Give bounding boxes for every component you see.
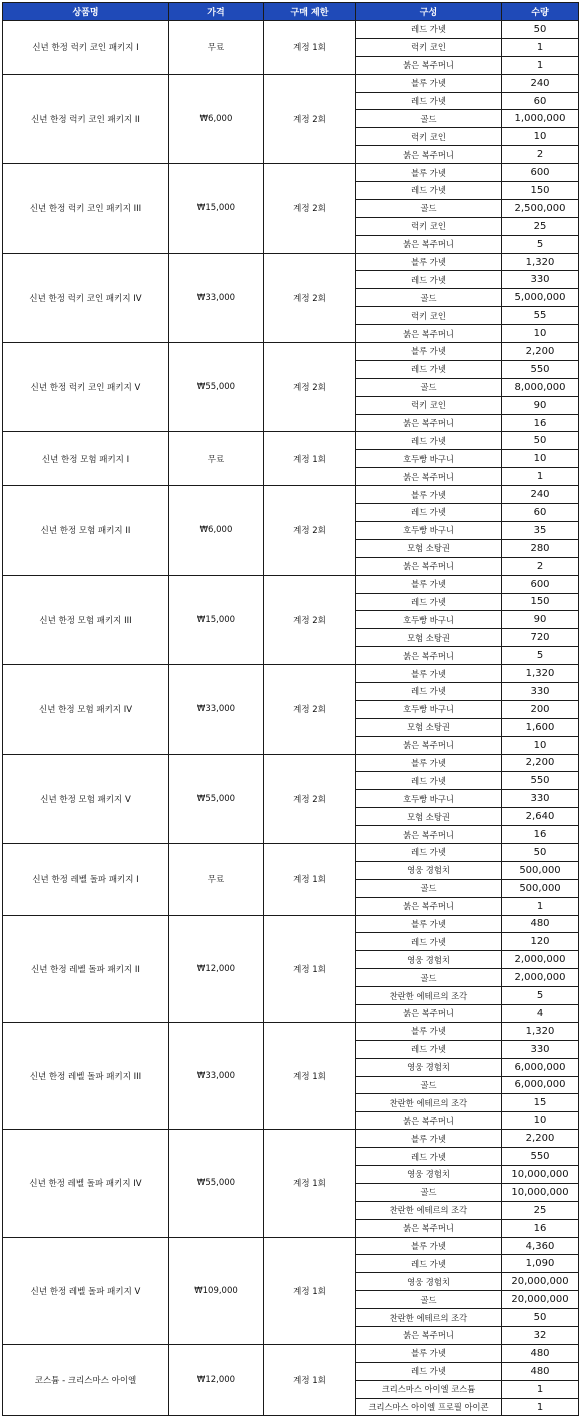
package-price-cell: ₩109,000 [169,1237,264,1344]
table-body [3,21,579,1416]
item-name-cell: 블루 가넷 [356,486,502,504]
package-price-cell: ₩33,000 [169,253,264,342]
item-name-cell: 붉은 복주머니 [356,146,502,164]
item-name-cell: 럭키 코인 [356,128,502,146]
item-qty-cell: 6,000,000 [502,1058,579,1076]
item-name-cell: 크리스마스 아이엘 프로필 아이콘 [356,1398,502,1416]
item-name-cell: 레드 가넷 [356,21,502,39]
table-row [3,1237,579,1255]
package-price-cell: ₩6,000 [169,74,264,163]
package-name-cell: 신년 한정 레벨 돌파 패키지 V [3,1237,169,1344]
item-qty-cell: 10 [502,1112,579,1130]
item-qty-cell: 25 [502,1201,579,1219]
item-name-cell: 붉은 복주머니 [356,1004,502,1022]
purchase-limit-cell: 계정 2회 [264,343,356,432]
package-name-cell: 신년 한정 레벨 돌파 패키지 I [3,843,169,915]
item-qty-cell: 10 [502,325,579,343]
item-name-cell: 럭키 코인 [356,38,502,56]
item-name-cell: 블루 가넷 [356,575,502,593]
item-name-cell: 골드 [356,1291,502,1309]
table-header [3,3,579,21]
item-name-cell: 호두빵 바구니 [356,700,502,718]
package-name-cell: 신년 한정 모험 패키지 II [3,486,169,575]
table-row [3,21,579,39]
header-price: 가격 [169,3,264,21]
item-qty-cell: 500,000 [502,879,579,897]
package-name-cell: 신년 한정 레벨 돌파 패키지 III [3,1022,169,1129]
item-qty-cell: 5,000,000 [502,289,579,307]
package-price-cell: 무료 [169,21,264,75]
item-name-cell: 블루 가넷 [356,915,502,933]
item-qty-cell: 550 [502,772,579,790]
purchase-limit-cell: 계정 2회 [264,164,356,253]
item-qty-cell: 4,360 [502,1237,579,1255]
item-name-cell: 붉은 복주머니 [356,557,502,575]
purchase-limit-cell: 계정 2회 [264,754,356,843]
package-name-cell: 신년 한정 모험 패키지 III [3,575,169,664]
item-name-cell: 골드 [356,879,502,897]
item-name-cell: 골드 [356,378,502,396]
package-name-cell: 신년 한정 럭키 코인 패키지 V [3,343,169,432]
package-price-cell: ₩12,000 [169,1344,264,1416]
package-price-cell: ₩33,000 [169,665,264,754]
item-qty-cell: 150 [502,593,579,611]
item-qty-cell: 15 [502,1094,579,1112]
item-qty-cell: 5 [502,987,579,1005]
purchase-limit-cell: 계정 2회 [264,74,356,163]
package-name-cell: 신년 한정 레벨 돌파 패키지 IV [3,1130,169,1237]
item-qty-cell: 2,000,000 [502,951,579,969]
item-qty-cell: 4 [502,1004,579,1022]
item-qty-cell: 10,000,000 [502,1183,579,1201]
item-name-cell: 호두빵 바구니 [356,521,502,539]
package-name-cell: 신년 한정 모험 패키지 I [3,432,169,486]
item-name-cell: 블루 가넷 [356,1344,502,1362]
item-name-cell: 영웅 경험치 [356,861,502,879]
item-name-cell: 모험 소탕권 [356,629,502,647]
item-name-cell: 영웅 경험치 [356,1058,502,1076]
item-name-cell: 블루 가넷 [356,343,502,361]
item-name-cell: 찬란한 에테르의 조각 [356,1094,502,1112]
package-name-cell: 신년 한정 럭키 코인 패키지 I [3,21,169,75]
purchase-limit-cell: 계정 2회 [264,486,356,575]
table-row [3,915,579,933]
package-price-cell: ₩15,000 [169,164,264,253]
purchase-limit-cell: 계정 1회 [264,1022,356,1129]
package-price-cell: ₩33,000 [169,1022,264,1129]
item-name-cell: 붉은 복주머니 [356,56,502,74]
item-qty-cell: 90 [502,611,579,629]
item-name-cell: 골드 [356,1183,502,1201]
table-row [3,1022,579,1040]
item-qty-cell: 500,000 [502,861,579,879]
package-price-cell: 무료 [169,843,264,915]
item-name-cell: 찬란한 에테르의 조각 [356,1309,502,1327]
purchase-limit-cell: 계정 1회 [264,432,356,486]
item-name-cell: 모험 소탕권 [356,718,502,736]
item-qty-cell: 1,320 [502,665,579,683]
item-qty-cell: 10 [502,736,579,754]
item-name-cell: 레드 가넷 [356,682,502,700]
table-row [3,1344,579,1362]
item-qty-cell: 1,320 [502,253,579,271]
table-row [3,164,579,182]
package-price-cell: ₩55,000 [169,1130,264,1237]
item-qty-cell: 2,500,000 [502,199,579,217]
item-name-cell: 레드 가넷 [356,933,502,951]
package-price-cell: ₩55,000 [169,754,264,843]
package-name-cell: 신년 한정 레벨 돌파 패키지 II [3,915,169,1022]
table-row [3,343,579,361]
item-qty-cell: 330 [502,682,579,700]
item-name-cell: 영웅 경험치 [356,951,502,969]
item-name-cell: 레드 가넷 [356,92,502,110]
item-qty-cell: 240 [502,74,579,92]
item-name-cell: 럭키 코인 [356,396,502,414]
table-row [3,843,579,861]
item-name-cell: 블루 가넷 [356,253,502,271]
item-name-cell: 호두빵 바구니 [356,611,502,629]
item-qty-cell: 2 [502,557,579,575]
item-qty-cell: 2,640 [502,808,579,826]
item-name-cell: 골드 [356,289,502,307]
purchase-limit-cell: 계정 1회 [264,843,356,915]
purchase-limit-cell: 계정 2회 [264,253,356,342]
item-qty-cell: 55 [502,307,579,325]
table-row [3,253,579,271]
package-price-cell: ₩12,000 [169,915,264,1022]
purchase-limit-cell: 계정 2회 [264,665,356,754]
package-price-cell: 무료 [169,432,264,486]
table-row [3,575,579,593]
item-qty-cell: 50 [502,432,579,450]
item-qty-cell: 90 [502,396,579,414]
item-qty-cell: 1,320 [502,1022,579,1040]
item-qty-cell: 50 [502,1309,579,1327]
item-qty-cell: 1 [502,1380,579,1398]
item-name-cell: 레드 가넷 [356,843,502,861]
item-qty-cell: 2,200 [502,754,579,772]
package-name-cell: 코스튬 - 크리스마스 아이엘 [3,1344,169,1416]
header-qty: 수량 [502,3,579,21]
item-name-cell: 붉은 복주머니 [356,897,502,915]
item-name-cell: 크리스마스 아이엘 코스튬 [356,1380,502,1398]
package-name-cell: 신년 한정 모험 패키지 IV [3,665,169,754]
item-qty-cell: 1 [502,1398,579,1416]
header-row [3,3,579,21]
purchase-limit-cell: 계정 1회 [264,1237,356,1344]
item-qty-cell: 330 [502,271,579,289]
item-name-cell: 골드 [356,199,502,217]
item-name-cell: 레드 가넷 [356,182,502,200]
item-name-cell: 골드 [356,969,502,987]
item-qty-cell: 1 [502,38,579,56]
item-qty-cell: 2 [502,146,579,164]
item-name-cell: 골드 [356,1076,502,1094]
item-qty-cell: 50 [502,843,579,861]
item-qty-cell: 20,000,000 [502,1273,579,1291]
item-qty-cell: 330 [502,1040,579,1058]
item-name-cell: 레드 가넷 [356,1040,502,1058]
item-qty-cell: 600 [502,164,579,182]
item-qty-cell: 240 [502,486,579,504]
item-name-cell: 골드 [356,110,502,128]
item-name-cell: 붉은 복주머니 [356,1219,502,1237]
item-qty-cell: 1 [502,468,579,486]
item-qty-cell: 35 [502,521,579,539]
item-qty-cell: 200 [502,700,579,718]
item-qty-cell: 10,000,000 [502,1166,579,1184]
item-qty-cell: 10 [502,128,579,146]
item-qty-cell: 16 [502,826,579,844]
table-row [3,74,579,92]
item-name-cell: 영웅 경험치 [356,1273,502,1291]
item-name-cell: 블루 가넷 [356,74,502,92]
item-name-cell: 레드 가넷 [356,271,502,289]
item-qty-cell: 330 [502,790,579,808]
item-name-cell: 블루 가넷 [356,164,502,182]
item-qty-cell: 1 [502,56,579,74]
header-items: 구성 [356,3,502,21]
item-name-cell: 레드 가넷 [356,772,502,790]
item-qty-cell: 550 [502,1148,579,1166]
item-qty-cell: 60 [502,504,579,522]
item-name-cell: 붉은 복주머니 [356,325,502,343]
item-qty-cell: 1,600 [502,718,579,736]
item-name-cell: 블루 가넷 [356,1237,502,1255]
item-qty-cell: 5 [502,235,579,253]
item-name-cell: 붉은 복주머니 [356,468,502,486]
item-name-cell: 럭키 코인 [356,307,502,325]
table-row [3,432,579,450]
item-name-cell: 영웅 경험치 [356,1166,502,1184]
item-name-cell: 붉은 복주머니 [356,826,502,844]
package-name-cell: 신년 한정 럭키 코인 패키지 IV [3,253,169,342]
purchase-limit-cell: 계정 1회 [264,1344,356,1416]
item-qty-cell: 16 [502,414,579,432]
table-row [3,1130,579,1148]
item-qty-cell: 480 [502,1344,579,1362]
item-qty-cell: 8,000,000 [502,378,579,396]
item-qty-cell: 1 [502,897,579,915]
item-name-cell: 붉은 복주머니 [356,414,502,432]
purchase-limit-cell: 계정 1회 [264,21,356,75]
item-qty-cell: 280 [502,539,579,557]
package-name-cell: 신년 한정 럭키 코인 패키지 III [3,164,169,253]
item-name-cell: 블루 가넷 [356,754,502,772]
item-name-cell: 레드 가넷 [356,1362,502,1380]
package-table [2,2,579,1416]
item-name-cell: 레드 가넷 [356,1255,502,1273]
item-name-cell: 붉은 복주머니 [356,235,502,253]
item-qty-cell: 480 [502,915,579,933]
item-name-cell: 붉은 복주머니 [356,736,502,754]
table-row [3,665,579,683]
item-qty-cell: 2,200 [502,343,579,361]
item-qty-cell: 25 [502,217,579,235]
item-qty-cell: 32 [502,1327,579,1345]
item-name-cell: 레드 가넷 [356,360,502,378]
header-limit: 구매 제한 [264,3,356,21]
item-qty-cell: 20,000,000 [502,1291,579,1309]
item-name-cell: 붉은 복주머니 [356,1327,502,1345]
item-qty-cell: 1,000,000 [502,110,579,128]
item-qty-cell: 2,200 [502,1130,579,1148]
item-name-cell: 찬란한 에테르의 조각 [356,1201,502,1219]
purchase-limit-cell: 계정 1회 [264,915,356,1022]
item-qty-cell: 720 [502,629,579,647]
purchase-limit-cell: 계정 1회 [264,1130,356,1237]
item-qty-cell: 10 [502,450,579,468]
item-name-cell: 찬란한 에테르의 조각 [356,987,502,1005]
item-qty-cell: 16 [502,1219,579,1237]
purchase-limit-cell: 계정 2회 [264,575,356,664]
item-name-cell: 블루 가넷 [356,1022,502,1040]
item-name-cell: 호두빵 바구니 [356,790,502,808]
table-row [3,754,579,772]
item-qty-cell: 480 [502,1362,579,1380]
package-price-cell: ₩15,000 [169,575,264,664]
item-qty-cell: 1,090 [502,1255,579,1273]
item-qty-cell: 5 [502,647,579,665]
package-price-cell: ₩55,000 [169,343,264,432]
header-name: 상품명 [3,3,169,21]
item-name-cell: 붉은 복주머니 [356,647,502,665]
item-qty-cell: 50 [502,21,579,39]
item-qty-cell: 6,000,000 [502,1076,579,1094]
item-name-cell: 모험 소탕권 [356,808,502,826]
item-qty-cell: 120 [502,933,579,951]
item-qty-cell: 150 [502,182,579,200]
item-name-cell: 모험 소탕권 [356,539,502,557]
item-name-cell: 블루 가넷 [356,1130,502,1148]
item-name-cell: 호두빵 바구니 [356,450,502,468]
item-qty-cell: 550 [502,360,579,378]
item-qty-cell: 60 [502,92,579,110]
item-qty-cell: 2,000,000 [502,969,579,987]
item-name-cell: 블루 가넷 [356,665,502,683]
item-name-cell: 레드 가넷 [356,504,502,522]
item-name-cell: 레드 가넷 [356,432,502,450]
item-name-cell: 레드 가넷 [356,593,502,611]
item-name-cell: 붉은 복주머니 [356,1112,502,1130]
item-name-cell: 레드 가넷 [356,1148,502,1166]
table-row [3,486,579,504]
package-price-cell: ₩6,000 [169,486,264,575]
item-name-cell: 럭키 코인 [356,217,502,235]
package-name-cell: 신년 한정 모험 패키지 V [3,754,169,843]
item-qty-cell: 600 [502,575,579,593]
package-name-cell: 신년 한정 럭키 코인 패키지 II [3,74,169,163]
